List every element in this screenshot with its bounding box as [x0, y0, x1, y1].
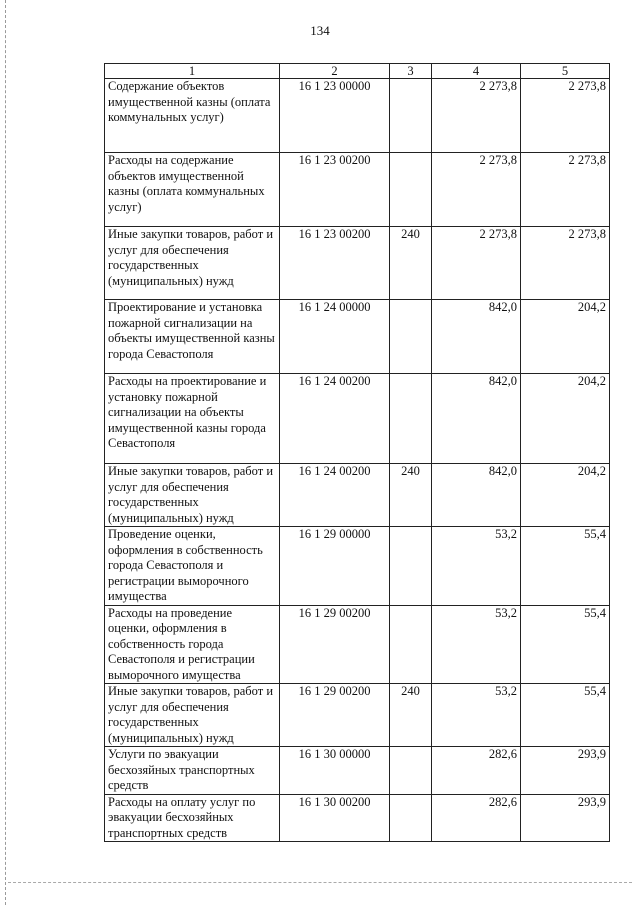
scan-edge-line: [5, 0, 7, 905]
row-value-1-cell: 2 273,8: [432, 227, 521, 300]
table-row: [105, 153, 610, 227]
row-name-cell: Иные закупки товаров, работ и услуг для обеспечения государственных (муниципальных) нужд: [105, 684, 280, 747]
row-type-cell: [390, 605, 432, 684]
table-header-row: [105, 64, 610, 79]
row-value-1-cell: 53,2: [432, 684, 521, 747]
table-row: [105, 684, 610, 747]
row-value-1-cell: 282,6: [432, 794, 521, 842]
row-code-cell: 16 1 29 00200: [280, 605, 390, 684]
row-type-cell: 240: [390, 684, 432, 747]
scan-bottom-line: [8, 882, 632, 883]
row-name-cell: Расходы на проектирование и установку пожарной сигнализации на объекты имущественной казны города Севастополя: [105, 374, 280, 464]
row-value-2-cell: 204,2: [521, 464, 610, 527]
table-row: [105, 374, 610, 464]
row-name-cell: Услуги по эвакуации бесхозяйных транспортных средств: [105, 747, 280, 795]
row-value-2-cell: 55,4: [521, 527, 610, 606]
table-row: [105, 79, 610, 153]
row-code-cell: 16 1 23 00000: [280, 79, 390, 153]
table-row: [105, 464, 610, 527]
row-name-cell: Проектирование и установка пожарной сигнализации на объекты имущественной казны города Севастополя: [105, 300, 280, 374]
row-type-cell: 240: [390, 227, 432, 300]
row-code-cell: 16 1 30 00000: [280, 747, 390, 795]
row-code-cell: 16 1 24 00200: [280, 374, 390, 464]
row-value-1-cell: 282,6: [432, 747, 521, 795]
row-code-cell: 16 1 29 00000: [280, 527, 390, 606]
row-value-2-cell: 2 273,8: [521, 153, 610, 227]
row-name-cell: Содержание объектов имущественной казны (оплата коммунальных услуг): [105, 79, 280, 153]
row-code-cell: 16 1 29 00200: [280, 684, 390, 747]
column-header: 4: [432, 64, 521, 79]
row-value-1-cell: 842,0: [432, 464, 521, 527]
row-value-2-cell: 293,9: [521, 794, 610, 842]
row-code-cell: 16 1 23 00200: [280, 227, 390, 300]
table-row: [105, 605, 610, 684]
row-name-cell: Проведение оценки, оформления в собственность города Севастополя и регистрации выморочного имущества: [105, 527, 280, 606]
row-code-cell: 16 1 23 00200: [280, 153, 390, 227]
row-type-cell: [390, 527, 432, 606]
column-header: 2: [280, 64, 390, 79]
row-name-cell: Иные закупки товаров, работ и услуг для обеспечения государственных (муниципальных) нужд: [105, 227, 280, 300]
row-value-2-cell: 2 273,8: [521, 227, 610, 300]
column-header: 5: [521, 64, 610, 79]
row-value-1-cell: 2 273,8: [432, 153, 521, 227]
row-name-cell: Расходы на содержание объектов имущественной казны (оплата коммунальных услуг): [105, 153, 280, 227]
row-value-2-cell: 204,2: [521, 300, 610, 374]
row-code-cell: 16 1 30 00200: [280, 794, 390, 842]
row-value-1-cell: 53,2: [432, 527, 521, 606]
row-name-cell: Расходы на оплату услуг по эвакуации бесхозяйных транспортных средств: [105, 794, 280, 842]
row-type-cell: [390, 153, 432, 227]
row-value-2-cell: 204,2: [521, 374, 610, 464]
row-value-2-cell: 55,4: [521, 605, 610, 684]
column-header: 1: [105, 64, 280, 79]
row-value-2-cell: 2 273,8: [521, 79, 610, 153]
row-name-cell: Иные закупки товаров, работ и услуг для обеспечения государственных (муниципальных) нужд: [105, 464, 280, 527]
table-row: [105, 227, 610, 300]
row-code-cell: 16 1 24 00000: [280, 300, 390, 374]
row-value-2-cell: 55,4: [521, 684, 610, 747]
row-type-cell: [390, 794, 432, 842]
row-type-cell: [390, 374, 432, 464]
table-row: [105, 747, 610, 795]
table-row: [105, 527, 610, 606]
row-value-2-cell: 293,9: [521, 747, 610, 795]
row-name-cell: Расходы на проведение оценки, оформления в собственность города Севастополя и регистрации выморочного имущества: [105, 605, 280, 684]
table-row: [105, 794, 610, 842]
budget-table: [104, 63, 610, 842]
column-header: 3: [390, 64, 432, 79]
table-row: [105, 300, 610, 374]
page-number: 134: [310, 23, 330, 38]
row-type-cell: [390, 747, 432, 795]
row-code-cell: 16 1 24 00200: [280, 464, 390, 527]
row-value-1-cell: 53,2: [432, 605, 521, 684]
row-type-cell: 240: [390, 464, 432, 527]
row-type-cell: [390, 79, 432, 153]
row-value-1-cell: 2 273,8: [432, 79, 521, 153]
row-value-1-cell: 842,0: [432, 374, 521, 464]
row-type-cell: [390, 300, 432, 374]
row-value-1-cell: 842,0: [432, 300, 521, 374]
